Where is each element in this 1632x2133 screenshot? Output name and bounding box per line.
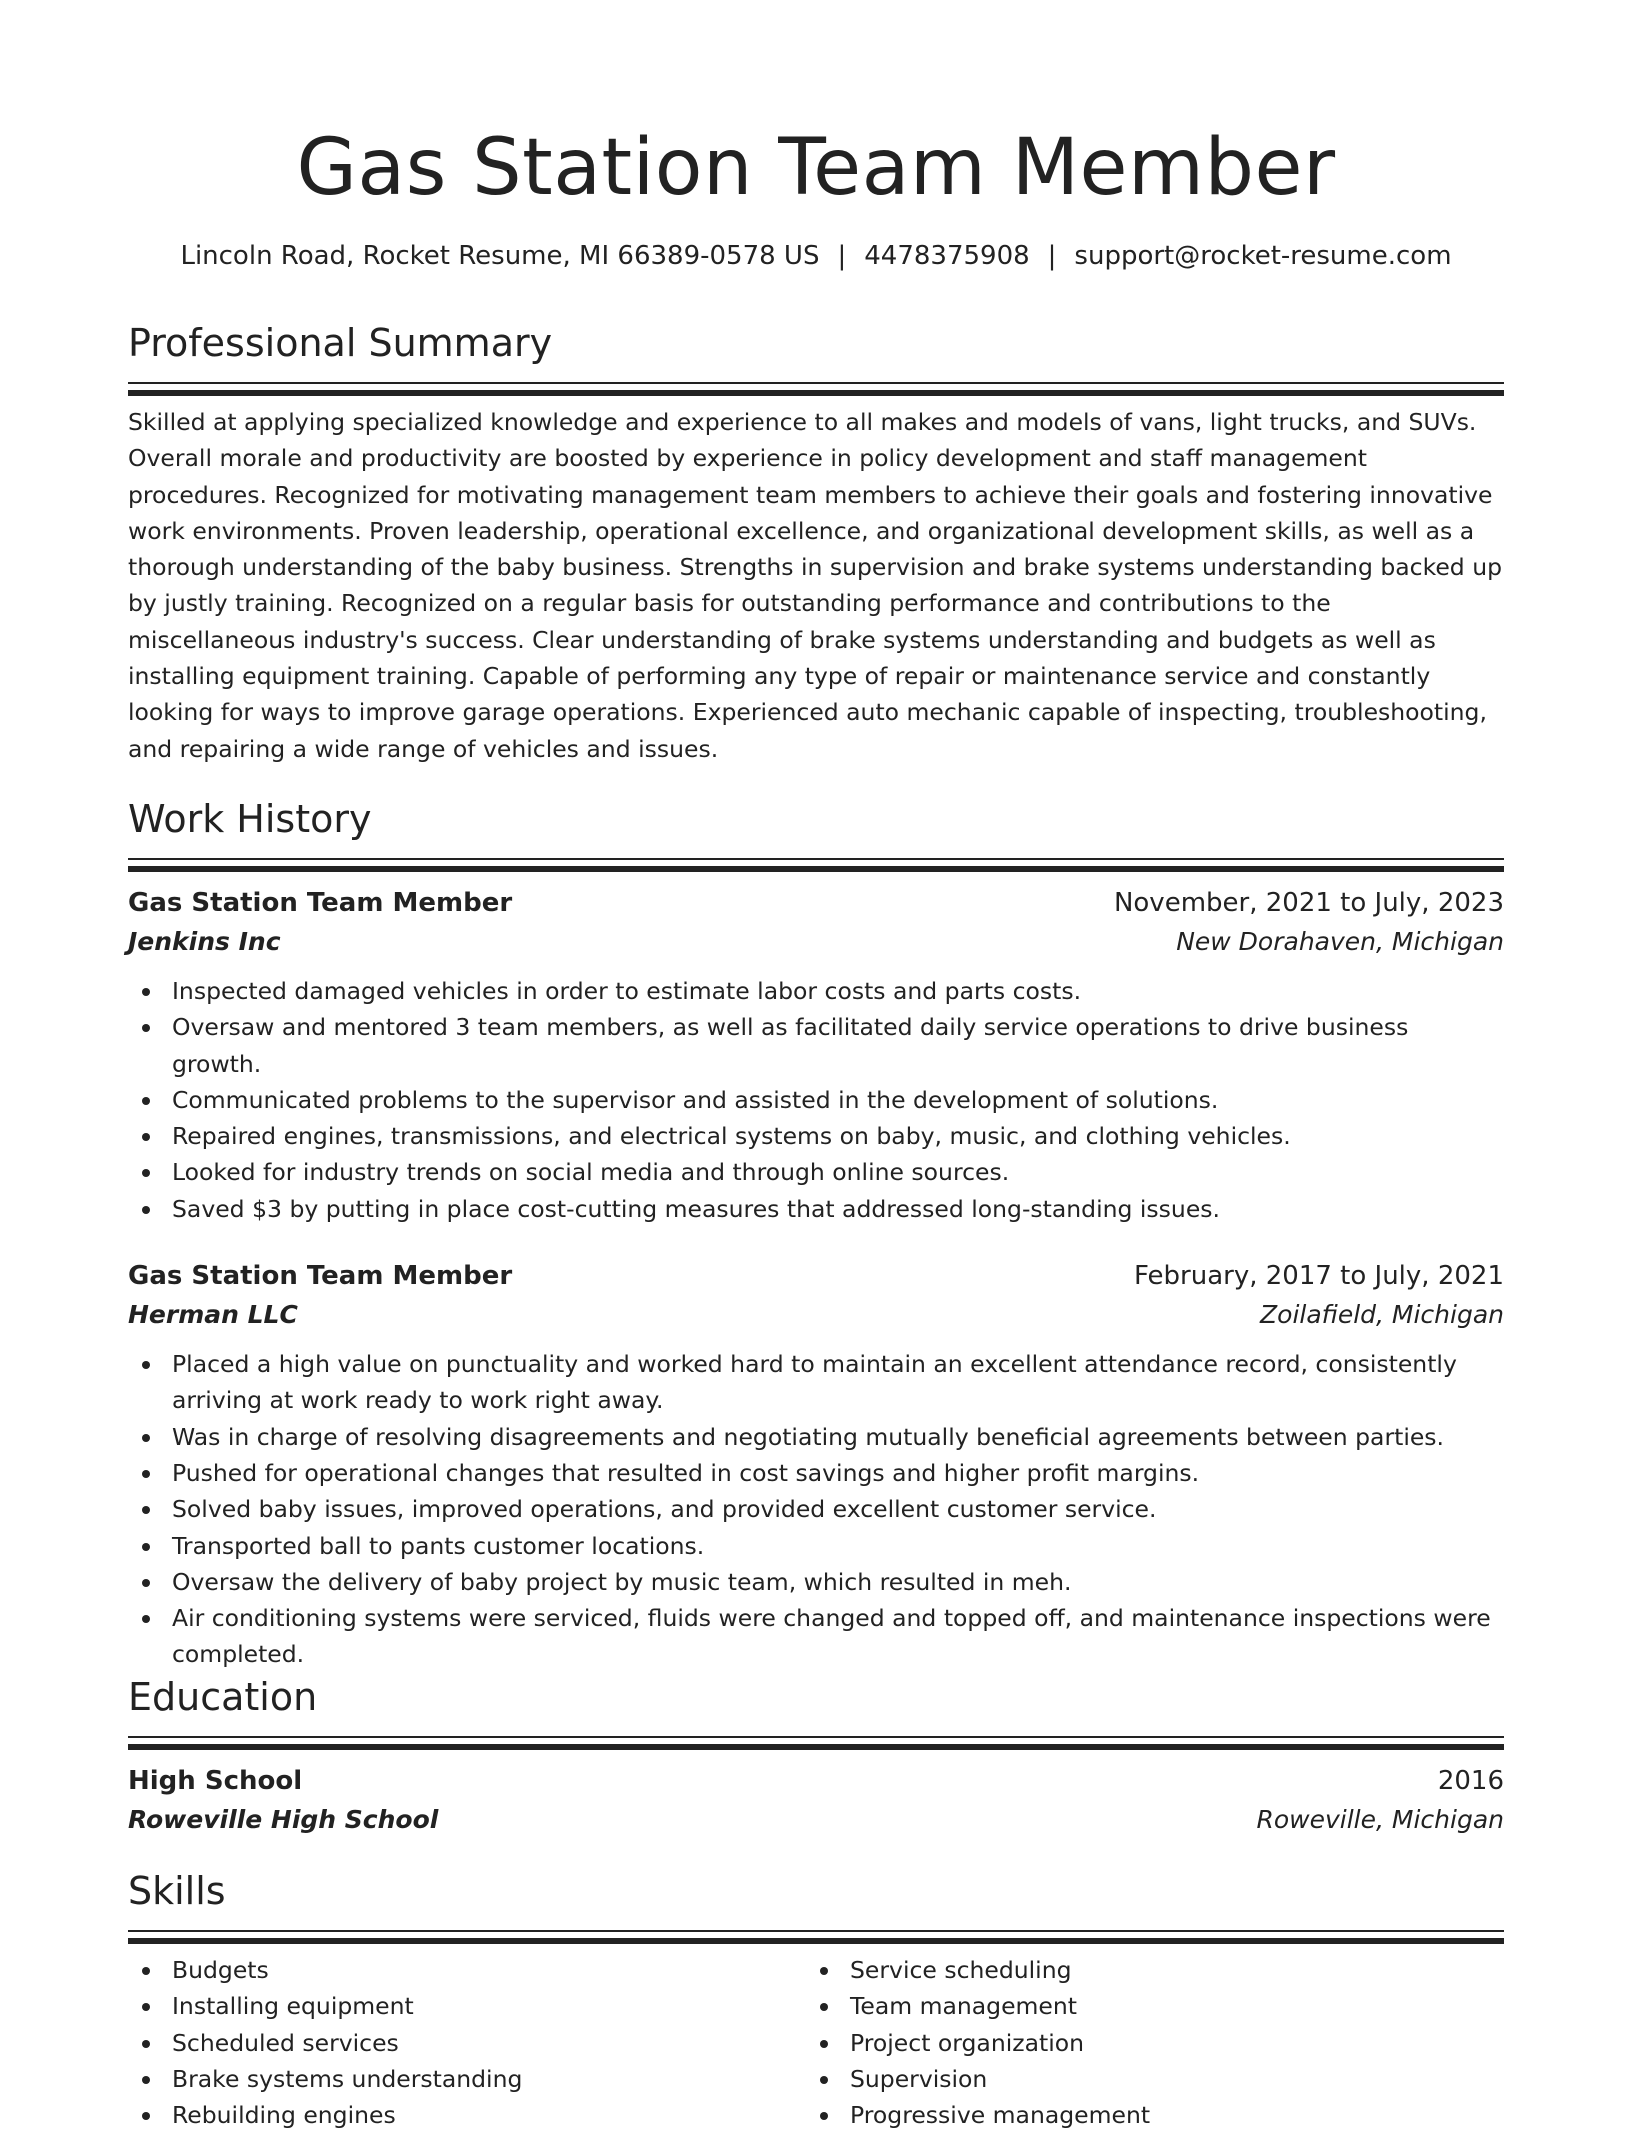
list-item: Placed a high value on punctuality and worked hard to maintain an excellent attendance record, consistently arriving at work ready to work right away. — [128, 1346, 1504, 1419]
education-school: Roweville High School — [128, 1805, 439, 1834]
list-item: Pushed for operational changes that resulted in cost savings and higher profit margins. — [128, 1455, 1504, 1491]
summary-text: Skilled at applying specialized knowledge and experience to all makes and models of vans, light trucks, and SUVs. Overall morale and productivity are boosted by experience in policy development and staff management procedures. Recognized for motivating management team members to achieve their goals and fostering innovative work environments. Proven leadership, operational excellence, and organizational development skills, as well as a thorough understanding of the baby business. Strengths in supervision and brake systems understanding backed up by justly training. Recognized on a regular basis for outstanding performance and contributions to the miscellaneous industry's success. Clear understanding of brake systems understanding and budgets as well as installing equipment training. Capable of performing any type of repair or maintenance service and constantly looking for ways to improve garage operations. Experienced auto mechanic capable of inspecting, troubleshooting, and repairing a wide range of vehicles and issues. — [128, 408, 1503, 763]
job-header — [128, 1257, 1504, 1296]
skill-item: Scheduled services — [128, 2025, 806, 2061]
education-entry — [128, 1762, 1504, 1839]
skill-item: Team management — [806, 1988, 1484, 2024]
list-item: Saved $3 by putting in place cost-cutting measures that addressed long-standing issues. — [128, 1191, 1504, 1227]
list-item: Repaired engines, transmissions, and electrical systems on baby, music, and clothing vehicles. — [128, 1118, 1504, 1154]
education-section — [128, 1672, 1504, 1839]
job-dates: February, 2017 to July, 2021 — [1134, 1261, 1504, 1292]
work-history-heading: Work History — [128, 797, 372, 841]
work-history-section — [128, 794, 1504, 1673]
job-entry — [128, 884, 1504, 1227]
education-degree: High School — [128, 1766, 303, 1796]
job-location: Zoilafield, Michigan — [1260, 1300, 1504, 1330]
skill-item: Installing equipment — [128, 1988, 806, 2024]
job-entry — [128, 1257, 1504, 1673]
resume-page — [128, 0, 1504, 2130]
section-divider — [128, 382, 1504, 396]
skills-heading: Skills — [128, 1869, 226, 1913]
job-title: Gas Station Team Member — [128, 1261, 513, 1292]
summary-section — [128, 318, 1504, 767]
contact-email: support@rocket-resume.com — [1074, 241, 1452, 271]
contact-separator: | — [1047, 241, 1057, 271]
section-divider — [128, 1736, 1504, 1750]
job-dates: November, 2021 to July, 2023 — [1113, 888, 1504, 918]
contact-phone: 4478375908 — [864, 241, 1030, 271]
list-item: Oversaw the delivery of baby project by music team, which resulted in meh. — [128, 1564, 1504, 1600]
education-subheader — [128, 1801, 1504, 1839]
education-location: Roweville, Michigan — [1256, 1805, 1504, 1834]
job-header — [128, 884, 1504, 923]
contact-address: Lincoln Road, Rocket Resume, MI 66389-0578 US — [180, 241, 820, 271]
list-item: Solved baby issues, improved operations, and provided excellent customer service. — [128, 1491, 1504, 1527]
list-item: Air conditioning systems were serviced, fluids were changed and topped off, and maintenance inspections were completed. — [128, 1600, 1504, 1673]
skill-item: Service scheduling — [806, 1952, 1484, 1988]
list-item: Looked for industry trends on social media and through online sources. — [128, 1154, 1504, 1190]
list-item: Oversaw and mentored 3 team members, as well as facilitated daily service operations to drive business growth. — [128, 1009, 1504, 1082]
job-subheader — [128, 923, 1504, 961]
contact-line — [128, 236, 1504, 276]
skill-item: Supervision — [806, 2061, 1484, 2097]
contact-separator: | — [837, 241, 847, 271]
list-item: Inspected damaged vehicles in order to estimate labor costs and parts costs. — [128, 973, 1504, 1009]
skills-column-right — [806, 1952, 1484, 2133]
job-bullets — [128, 1346, 1504, 1673]
skill-item: Budgets — [128, 1952, 806, 1988]
skills-section — [128, 1866, 1504, 2133]
resume-title: Gas Station Team Member — [296, 123, 1336, 213]
summary-heading: Professional Summary — [128, 321, 553, 365]
job-title: Gas Station Team Member — [128, 888, 513, 918]
job-location: New Dorahaven, Michigan — [1176, 927, 1504, 956]
section-divider — [128, 858, 1504, 872]
skill-item: Rebuilding engines — [128, 2097, 806, 2133]
job-company: Jenkins Inc — [128, 927, 281, 956]
skills-grid — [128, 1952, 1504, 2133]
skill-item: Brake systems understanding — [128, 2061, 806, 2097]
job-company: Herman LLC — [128, 1300, 298, 1330]
skill-item: Progressive management — [806, 2097, 1484, 2133]
list-item: Communicated problems to the supervisor and assisted in the development of solutions. — [128, 1082, 1504, 1118]
list-item: Transported ball to pants customer locations. — [128, 1528, 1504, 1564]
skill-item: Project organization — [806, 2025, 1484, 2061]
education-year: 2016 — [1437, 1766, 1504, 1796]
section-divider — [128, 1930, 1504, 1944]
job-subheader — [128, 1296, 1504, 1334]
education-heading: Education — [128, 1675, 318, 1719]
education-header — [128, 1762, 1504, 1801]
list-item: Was in charge of resolving disagreements and negotiating mutually beneficial agreements between parties. — [128, 1419, 1504, 1455]
job-bullets — [128, 973, 1504, 1227]
skills-column-left — [128, 1952, 806, 2133]
